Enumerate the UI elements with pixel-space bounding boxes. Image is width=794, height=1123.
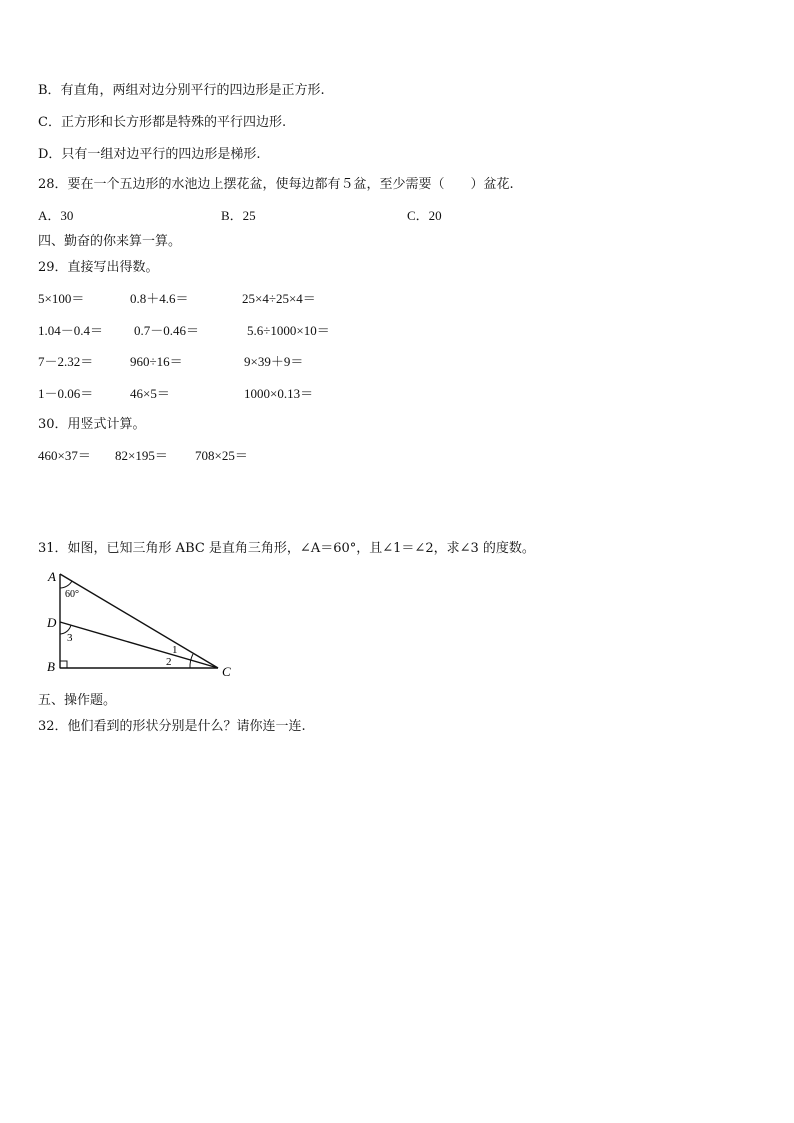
question-30: 30．用竖式计算。: [38, 417, 146, 432]
angle-a-arc: [60, 581, 72, 588]
calc-item: 1－0.06＝: [38, 386, 94, 401]
calc-item: 7－2.32＝: [38, 354, 94, 369]
right-angle-mark: [60, 661, 67, 668]
label-angle-3: 3: [67, 632, 73, 644]
label-angle-1: 1: [172, 644, 178, 656]
calc-item: 46×5＝: [130, 386, 170, 401]
label-c: C: [222, 664, 231, 679]
label-angle-2: 2: [166, 656, 172, 668]
label-b: B: [47, 659, 55, 674]
q28-option-c: C．20: [407, 208, 442, 223]
calc-item: 0.8＋4.6＝: [130, 291, 189, 306]
question-28: 28．要在一个五边形的水池边上摆花盆，使每边都有５盆，至少需要（ ）盆花.: [38, 177, 514, 192]
calc-item: 1.04－0.4＝: [38, 323, 104, 338]
question-32: 32．他们看到的形状分别是什么？请你连一连.: [38, 719, 306, 734]
vertical-calc-item: 460×37＝: [38, 448, 91, 463]
side-ac: [60, 574, 218, 668]
section-4-heading: 四、勤奋的你来算一算。: [38, 234, 182, 249]
vertical-calc-item: 82×195＝: [115, 448, 168, 463]
calc-item: 5×100＝: [38, 291, 85, 306]
calc-item: 9×39＋9＝: [244, 354, 304, 369]
calc-item: 1000×0.13＝: [244, 386, 314, 401]
question-29: 29．直接写出得数。: [38, 260, 159, 275]
calc-item: 25×4÷25×4＝: [242, 291, 316, 306]
segment-dc: [60, 622, 218, 668]
label-angle-a: 60°: [65, 589, 79, 600]
section-5-heading: 五、操作题。: [38, 693, 117, 708]
label-a: A: [48, 569, 56, 584]
question-31: 31．如图，已知三角形 ABC 是直角三角形，∠A＝60°，且∠1＝∠2，求∠3 的度数。: [38, 541, 535, 556]
option-d-line: D．只有一组对边平行的四边形是梯形.: [38, 147, 261, 162]
triangle-figure: [46, 568, 246, 684]
vertical-calc-item: 708×25＝: [195, 448, 248, 463]
option-c-line: C．正方形和长方形都是特殊的平行四边形.: [38, 115, 287, 130]
option-b-line: B．有直角，两组对边分别平行的四边形是正方形.: [38, 83, 325, 98]
calc-item: 5.6÷1000×10＝: [247, 323, 330, 338]
calc-item: 960÷16＝: [130, 354, 183, 369]
calc-item: 0.7－0.46＝: [134, 323, 200, 338]
q28-option-a: A．30: [38, 208, 74, 223]
q28-option-b: B．25: [221, 208, 256, 223]
label-d: D: [47, 615, 57, 630]
